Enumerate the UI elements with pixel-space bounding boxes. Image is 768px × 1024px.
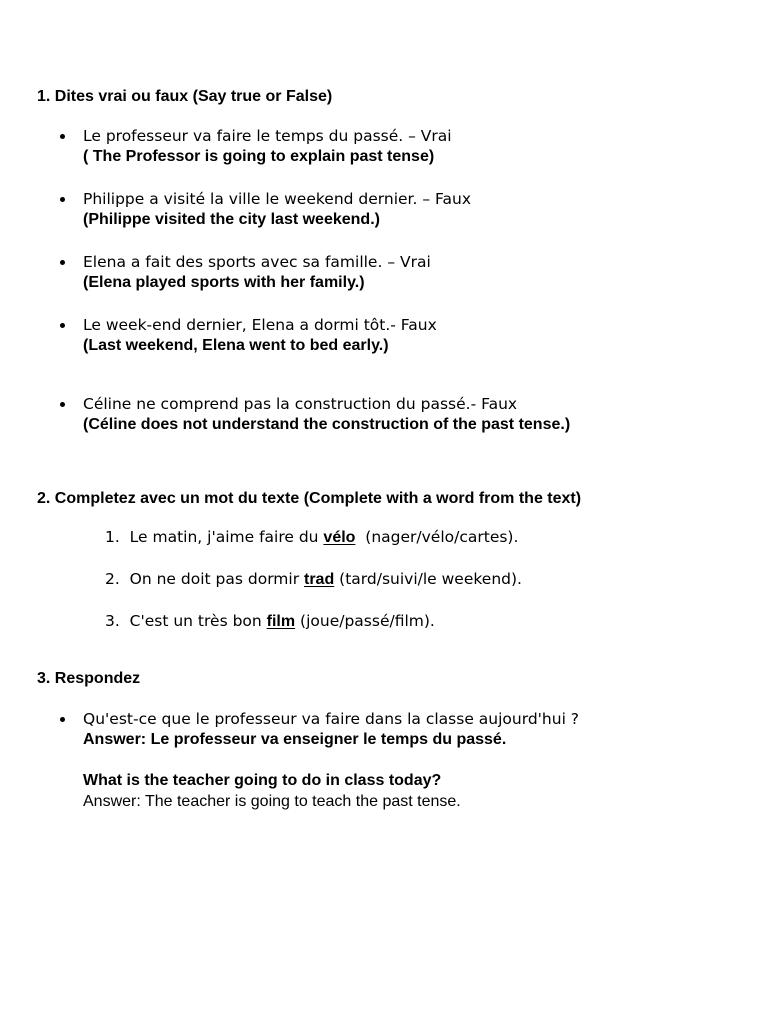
item-number: 1. [105,528,120,546]
item-answer: film [266,613,296,630]
fill-in-item-3 [105,612,435,631]
statement-5-english: (Céline does not understand the construction of the past tense.) [83,416,571,433]
fill-in-item-2 [105,570,522,589]
statement-4-french: Le week-end dernier, Elena a dormi tôt.- Faux [83,316,437,334]
statement-2-french: Philippe a visité la ville le weekend dernier. – Faux [83,190,472,208]
item-text-before: Le matin, j'aime faire du [129,528,324,546]
bullet [60,402,65,407]
statement-1-english: ( The Professor is going to explain past tense) [83,148,435,165]
item-number: 3. [105,612,120,630]
item-text-after: (joue/passé/film). [295,612,435,630]
statement-1-french: Le professeur va faire le temps du passé. – Vrai [83,127,452,145]
section-2-heading: 2. Completez avec un mot du texte (Complete with a word from the text) [37,490,582,507]
answer-english: Answer: The teacher is going to teach the past tense. [83,793,461,810]
item-answer: trad [304,571,335,588]
item-text-after: (tard/suivi/le weekend). [334,570,522,588]
item-answer: vélo [323,529,356,546]
question-french: Qu'est-ce que le professeur va faire dans la classe aujourd'hui ? [83,710,580,728]
answer-french-text: : Le professeur va enseigner le temps du passé. [140,731,507,748]
bullet [60,260,65,265]
bullet [60,323,65,328]
question-english: What is the teacher going to do in class today? [83,772,442,789]
statement-4-english: (Last weekend, Elena went to bed early.) [83,337,389,354]
bullet [60,717,65,722]
section-1-heading: 1. Dites vrai ou faux (Say true or False) [37,88,333,105]
answer-french [83,730,506,750]
item-number: 2. [105,570,120,588]
item-text-after: (nager/vélo/cartes). [355,528,519,546]
statement-3-french: Elena a fait des sports avec sa famille. – Vrai [83,253,431,271]
section-3-heading: 3. Respondez [37,670,141,687]
answer-label: Answer [83,731,141,748]
statement-5-french: Céline ne comprend pas la construction du passé.- Faux [83,395,518,413]
bullet [60,197,65,202]
statement-2-english: (Philippe visited the city last weekend.) [83,211,380,228]
statement-3-english: (Elena played sports with her family.) [83,274,365,291]
fill-in-item-1 [105,528,518,547]
bullet [60,134,65,139]
item-text-before: C'est un très bon [129,612,267,630]
item-text-before: On ne doit pas dormir [129,570,304,588]
